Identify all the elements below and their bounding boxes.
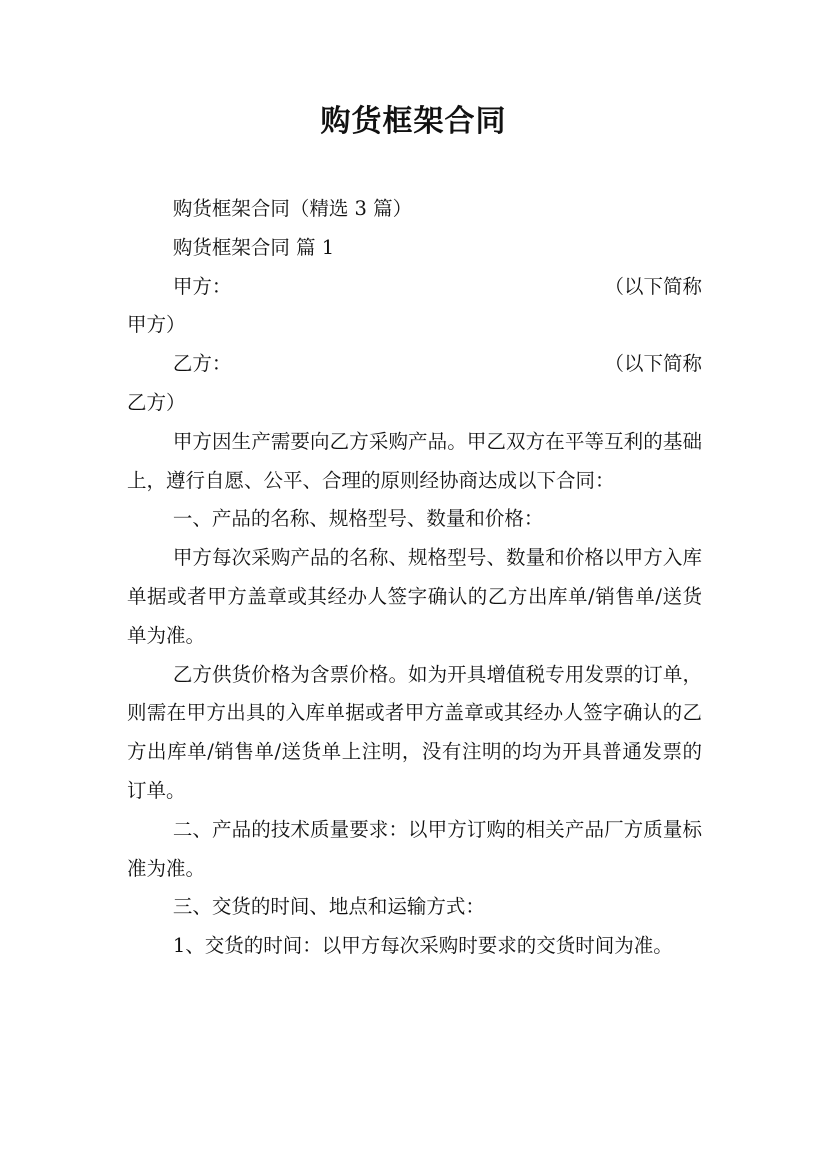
- party-a-line: [127, 268, 702, 307]
- section-heading: 购货框架合同 篇 1: [172, 235, 335, 259]
- party-a-note: （以下简称: [604, 274, 702, 298]
- party-a-label: 甲方：: [172, 274, 232, 298]
- paragraph-pricing: 乙方供货价格为含票价格。如为开具增值税专用发票的订单，则需在甲方出具的入库单据或者甲方盖章或其经办人签字确认的乙方出库单/销售单/送货单上注明，没有注明的均为开具普通发票的订单。: [127, 662, 702, 802]
- document-subtitle: 购货框架合同（精选 3 篇）: [172, 197, 413, 220]
- clause-heading-2: 二、产品的技术质量要求：以甲方订购的相关产品厂方质量标准为准。: [127, 817, 702, 880]
- paragraph-intro: 甲方因生产需要向乙方采购产品。甲乙双方在平等互利的基础上，遵行自愿、公平、合理的原则经协商达成以下合同：: [127, 429, 702, 492]
- document-body: [127, 190, 702, 966]
- clause-heading-3: 三、交货的时间、地点和运输方式：: [172, 895, 485, 919]
- party-b-note: （以下简称: [604, 352, 702, 376]
- party-b-note-cont: 乙方）: [127, 390, 186, 414]
- party-a-note-cont: 甲方）: [127, 313, 186, 337]
- clause-heading-1: 一、产品的名称、规格型号、数量和价格：: [172, 507, 544, 531]
- paragraph-delivery-time: 1、交货的时间：以甲方每次采购时要求的交货时间为准。: [172, 934, 673, 958]
- party-b-line: [127, 345, 702, 384]
- paragraph-product-basis: 甲方每次采购产品的名称、规格型号、数量和价格以甲方入库单据或者甲方盖章或其经办人签字确认的乙方出库单/销售单/送货单为准。: [127, 546, 702, 647]
- party-b-label: 乙方：: [172, 352, 232, 376]
- document-title: 购货框架合同: [320, 104, 507, 139]
